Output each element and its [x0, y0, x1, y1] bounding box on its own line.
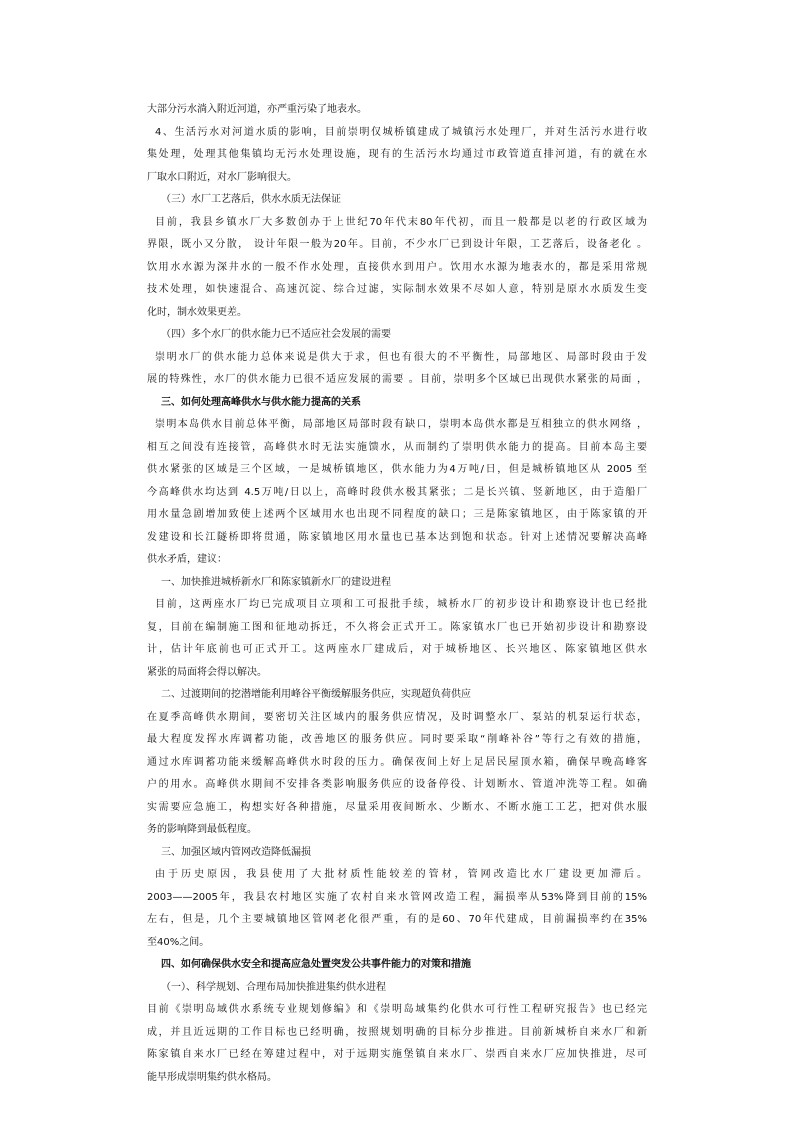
text-line: 紧张的局面将会得以解决。	[147, 666, 267, 678]
text-line: 最大程度发挥水库调蓄功能，改善地区的服务供应。同时要采取“削峰补谷”等行之有效的措施，	[147, 734, 647, 745]
text-line: 三、加强区域内管网改造降低漏损	[161, 846, 311, 858]
text-line: 陈家镇自来水厂已经在筹建过程中，对于远期实施堡镇自来水厂、崇西自来水厂应加快推进，尽可	[147, 1049, 647, 1060]
text-line: 饮用水水源为深井水的一般不作水处理，直接供水到用户。饮用水水源为地表水的，都是采用常规	[147, 261, 647, 273]
text-line: 展的特殊性，水厂的供水能力已很不适应发展的需要 。目前，崇明多个区域已出现供水紧张的局面 ，	[147, 374, 647, 385]
text-line: （一）、科学规划、合理布局加快推进集约供水进程	[161, 981, 386, 993]
text-line: 2003——2005年，我县农村地区实施了农村自来水管网改造工程，漏损率从53%降到目前的15%	[147, 891, 647, 903]
text-line: 崇明水厂的供水能力总体来说是供大于求，但也有很大的不平衡性，局部地区、局部时段由于发	[155, 351, 647, 363]
text-line: 复，目前在编制施工图和征地动拆迁，不久将会正式开工。陈家镇水厂也已开始初步设计和勘察设	[147, 621, 647, 633]
text-line: 界限，既小又分散， 设计年限一般为20年。目前，不少水厂已到设计年限，工艺落后，设备老化 。	[147, 239, 647, 250]
text-line: 厂取水口附近，对水厂影响很大。	[147, 171, 297, 183]
text-line: （三）水厂工艺落后，供水水质无法保证	[161, 194, 341, 205]
text-line: 计，估计年底前也可正式开工。这两座水厂建成后，对于城桥地区、长兴地区、陈家镇地区供水	[147, 644, 647, 655]
text-line: 能早形成崇明集约供水格局。	[147, 1071, 277, 1083]
text-line: 4、生活污水对河道水质的影响，目前崇明仅城桥镇建成了城镇污水处理厂，并对生活污水进行收	[155, 126, 647, 138]
text-line: 崇明本岛供水目前总体平衡，局部地区局部时段有缺口，崇明本岛供水都是互相独立的供水网络 ，	[155, 419, 647, 430]
text-line: 今高峰供水均达到 4.5万吨/日以上，高峰时段供水极其紧张；二是长兴镇、竖新地区，由于造船厂	[147, 486, 647, 498]
text-line: 实需要应急施工，构想实好各种措施，尽量采用夜间断水、少断水、不断水施工工艺，把对供水服	[147, 801, 647, 813]
text-line: 务的影响降到最低程度。	[147, 824, 257, 835]
text-line: 集处理，处理其他集镇均无污水处理设施，现有的生活污水均通过市政管道直排河道，有的就在水	[147, 149, 647, 160]
text-line: 在夏季高峰供水期间，要密切关注区域内的服务供应情况，及时调整水厂、泵站的机泵运行状态，	[147, 711, 647, 723]
text-line: 目前，我县乡镇水厂大多数创办于上世纪70年代末80年代初，而且一般都是以老的行政区域为	[155, 216, 647, 228]
text-line: 相互之间没有连接管，高峰供水时无法实施馈水，从而制约了崇明供水能力的提高。目前本岛主要	[147, 441, 647, 453]
text-line: 用水量急剧增加致使上述两个区域用水也出现不同程度的缺口；三是陈家镇地区，由于陈家镇的开	[147, 509, 647, 520]
section-heading-line: 四、如何确保供水安全和提高应急处置突发公共事件能力的对策和措施	[161, 959, 471, 970]
document-body	[147, 99, 647, 1089]
text-line: 发建设和长江隧桥即将贯通，陈家镇地区用水量也已基本达到饱和状态。针对上述情况要解决高峰	[147, 531, 647, 543]
text-line: 目前《崇明岛域供水系统专业规划修编》和《崇明岛域集约化供水可行性工程研究报告》也已经完	[147, 1004, 647, 1015]
text-line: 化时，制水效果更差。	[147, 306, 247, 318]
text-line: 通过水库调蓄功能来缓解高峰供水时段的压力。确保夜间上好上足居民屋顶水箱，确保早晚高峰客	[147, 756, 647, 768]
text-line: 技术处理，如快速混合、高速沉淀、综合过滤，实际制水效果不尽如人意，特别是原水水质发生变	[147, 284, 647, 295]
text-line: 二、过渡期间的挖潜增能利用峰谷平衡缓解服务供应，实现超负荷供应	[161, 689, 471, 700]
text-line: （四）多个水厂的供水能力已不适应社会发展的需要	[161, 329, 391, 340]
text-line: 至40%之间。	[147, 936, 210, 948]
text-line: 一、加快推进城桥新水厂和陈家镇新水厂的建设进程	[161, 576, 391, 588]
text-line: 供水矛盾，建议：	[147, 554, 227, 565]
text-line: 成，并且近远期的工作目标也已经明确，按照规划明确的目标分步推进。目前新城桥自来水厂和新	[147, 1026, 647, 1038]
text-line: 目前，这两座水厂均已完成项目立项和工可报批手续，城桥水厂的初步设计和勘察设计也已经批	[155, 599, 647, 610]
text-line: 户的用水。高峰供水期间不安排各类影响服务供应的设备停役、计划断水、管道冲洗等工程。如确	[147, 779, 647, 790]
text-line: 供水紧张的区域是三个区域，一是城桥镇地区，供水能力为4万吨/日，但是城桥镇地区从 2005 至	[147, 464, 647, 475]
text-line: 左右，但是，几个主要城镇地区管网老化很严重，有的是60、70年代建成，目前漏损率约在35%	[147, 914, 647, 925]
section-heading-line: 三、如何处理高峰供水与供水能力提高的关系	[161, 396, 361, 408]
text-line: 由于历史原因，我县使用了大批材质性能较差的管材，管网改造比水厂建设更加滞后。	[155, 869, 647, 880]
text-line: 大部分污水淌入附近河道，亦严重污染了地表水。	[147, 104, 367, 115]
